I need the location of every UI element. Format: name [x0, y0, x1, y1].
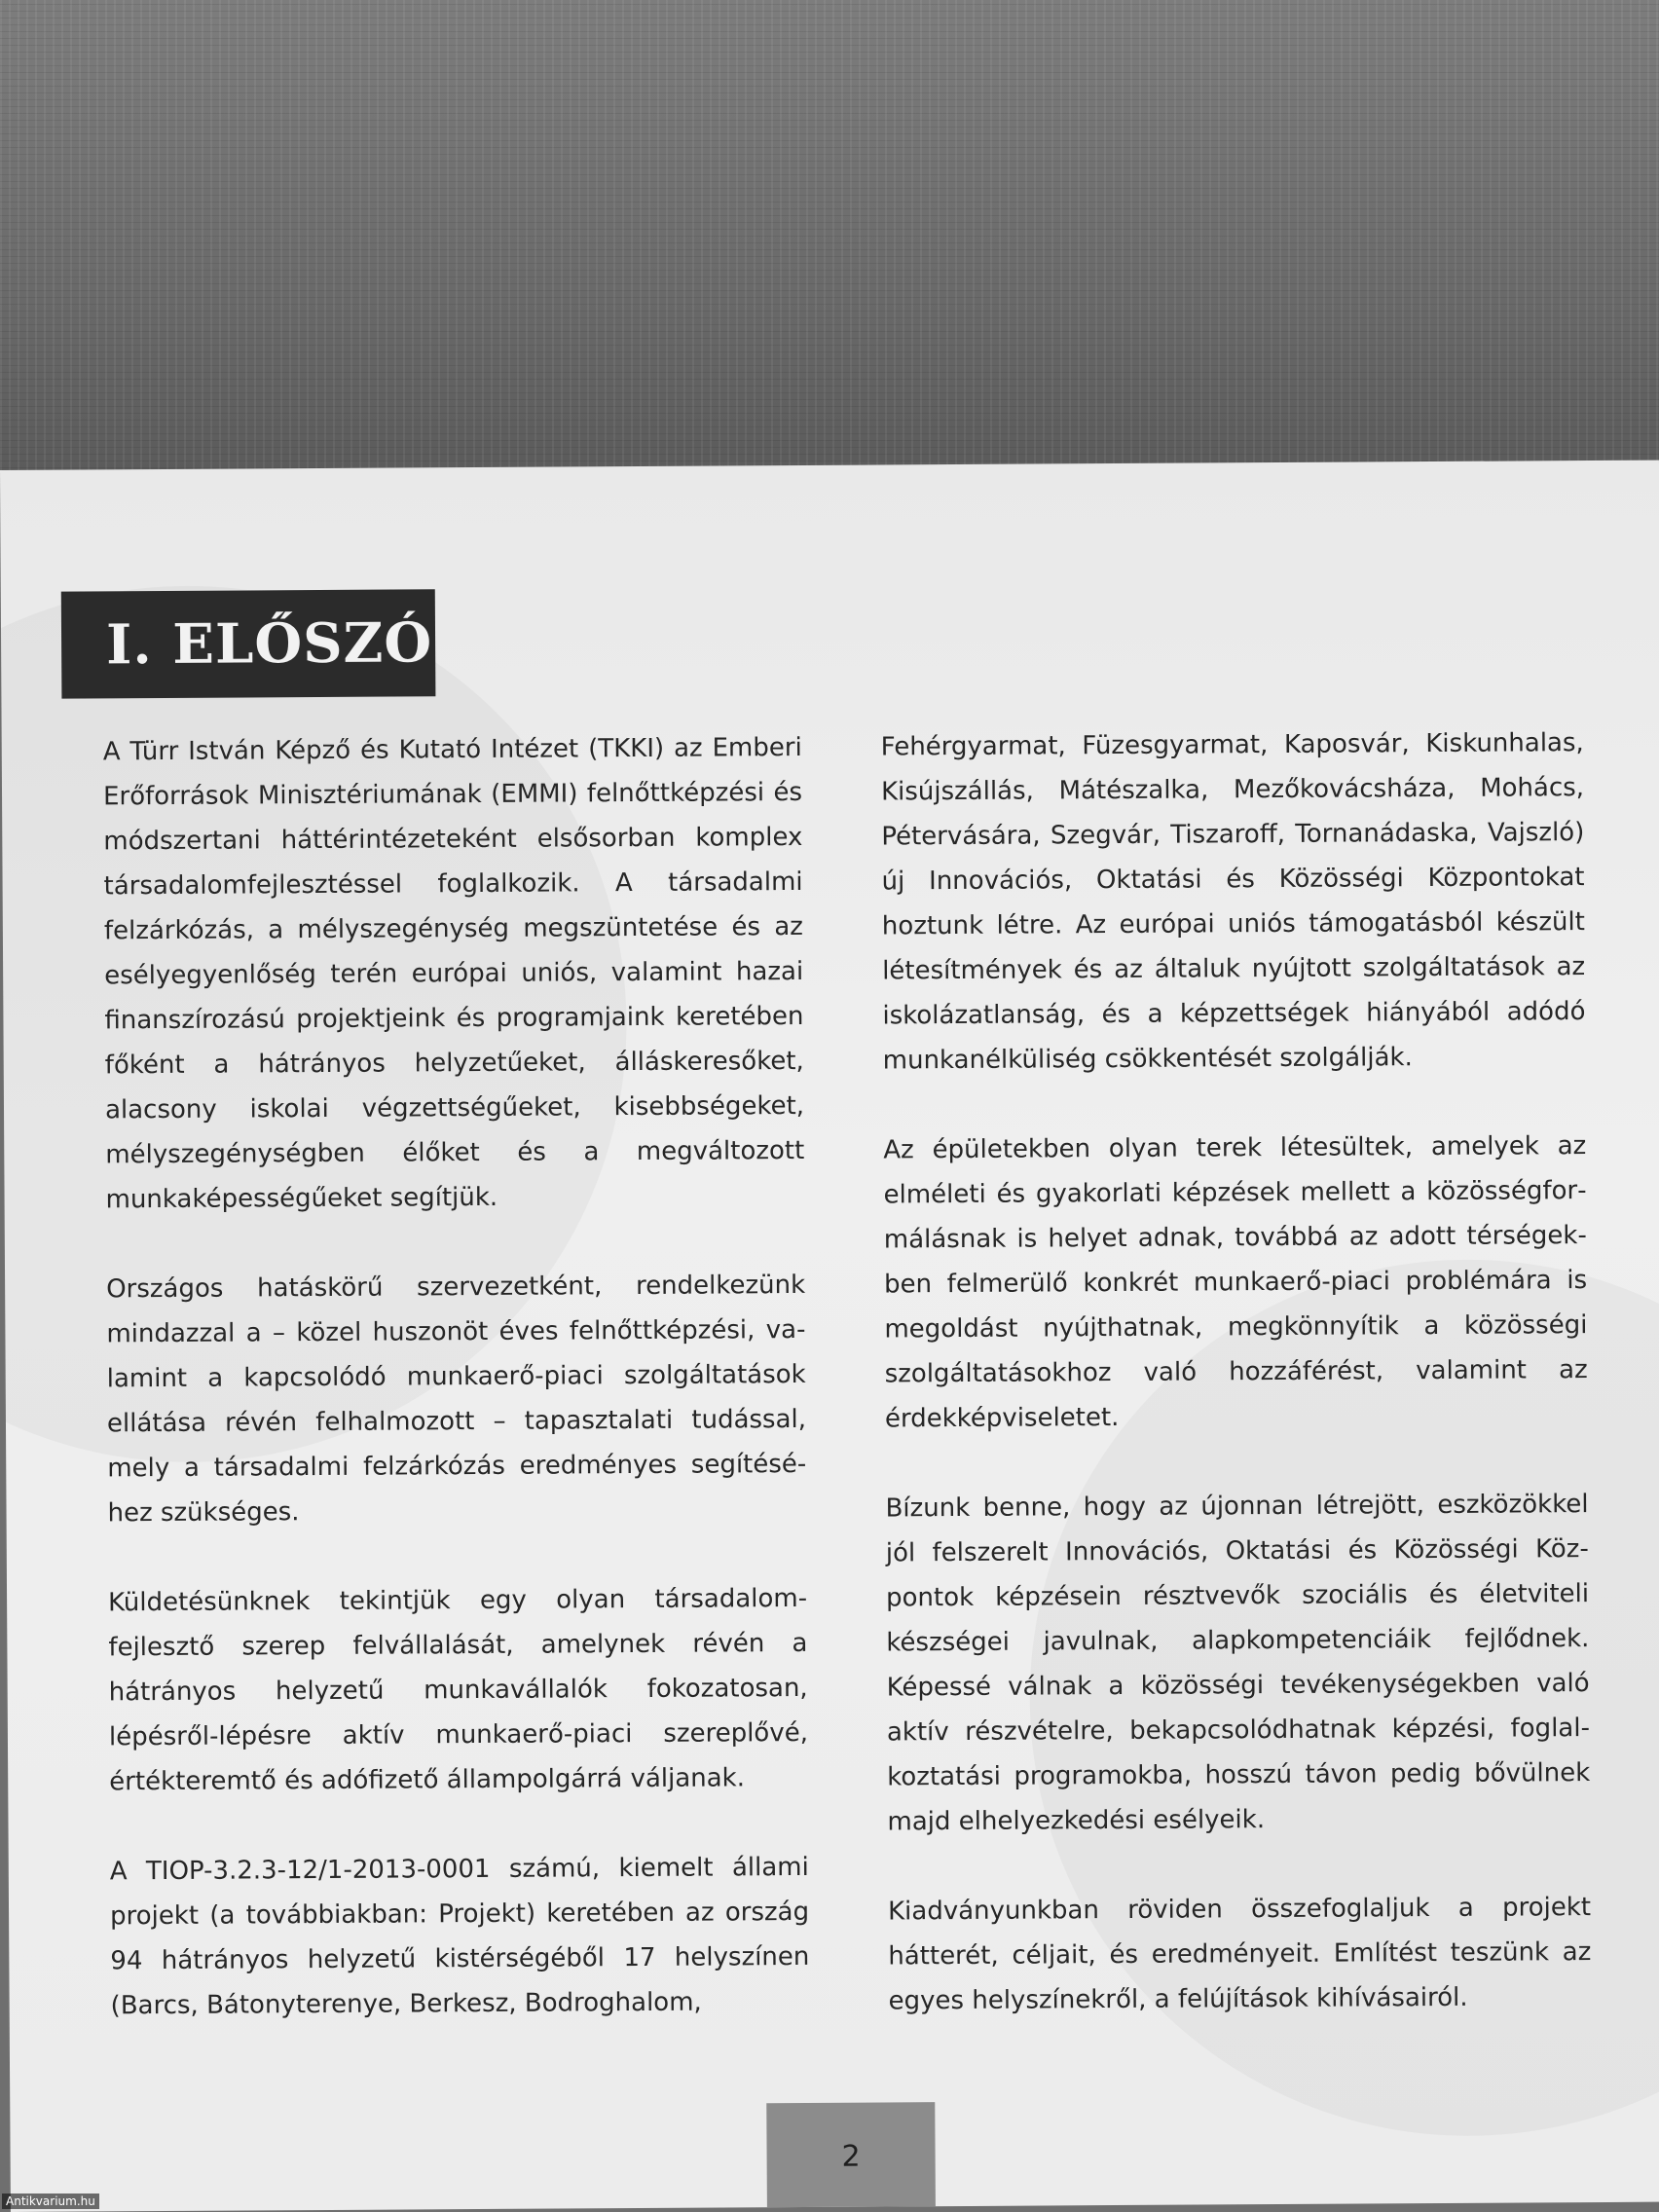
paragraph: A TIOP-3.2.3-12/1-2013-0001 számú, kiemelt állami projekt (a továbbiakban: Projekt) keretében az ország 94 hátrányos helyzetű kistérségéből 17 helyszínen (Barcs, Bátonyterenye, Berkesz, Bodroghalom, [109, 1852, 810, 2021]
paragraph: A Türr István Képző és Kutató Intézet (TKKI) az Emberi Erőforrások Minisztériumának (EMMI) felnőttképzési és módszertani háttérintézeteként elsősorban komplex társadalomfejlesztéssel foglalkozik. A társadalmi felzárkózás, a mélyszegénység megszüntetése és az esélyegyenlőség terén európai uniós, valamint hazai finanszírozású projektjeink és programjaink keretében főként a hátrányos helyzetűeket, álláskeresőket, alacsony iskolai végzettségűeket, kisebbségeket, mélyszegénységben élőket és a megváltozott munkaképességűeket segítjük. [102, 732, 805, 1215]
page-number: 2 [766, 2102, 936, 2210]
paragraph: Kiadványunkban röviden összefoglaljuk a projekt hátterét, céljait, és eredményeit. Említést teszünk az egyes helyszínekről, a felújítások kihívásairól. [887, 1893, 1592, 2016]
left-text-column [103, 725, 810, 2073]
paragraph: Az épületekben olyan terek létesültek, amelyek az elméleti és gyakorlati képzések mellett a közösségformálásnak is helyet adnak, továbbá az adott térségekben felmerülő konkrét munkaerő-piaci problémára is megoldást nyújthatnak, megkönnyítik a közösségi szolgáltatásokhoz való hozzáférést, valamint az érdekképviseletet. [883, 1131, 1588, 1434]
paragraph: Országos hatáskörű szervezetként, rendelkezünk mindazzal a – közel huszonöt éves felnőttképzési, valamint a kapcsolódó munkaerő-piaci szolgáltatások ellátása révén felhalmozott – tapasztalati tudással, mely a társadalmi felzárkózás eredményes segítéséhez szükséges. [106, 1270, 807, 1529]
paragraph: Küldetésünknek tekintjük egy olyan társadalomfejlesztő szerep felvállalását, amelynek révén a hátrányos helyzetű munkavállalók fokozatosan, lépésről-lépésre aktív munkaerő-piaci szereplővé, értékteremtő és adófizető állampolgárrá váljanak. [108, 1583, 809, 1797]
watermark-credit: Antikvarium.hu [2, 2194, 99, 2209]
paragraph: Fehérgyarmat, Füzesgyarmat, Kaposvár, Kiskunhalas, Kisújszállás, Mátészalka, Mezőkovácsháza, Mohács, Pétervására, Szegvár, Tiszaroff, Tornanádaska, Vajszló) új Innovációs, Oktatási és Közösségi Központokat hoztunk létre. Az európai uniós támogatásból készült létesítmények és az általuk nyújtott szolgáltatások az iskolázatlanság, és a képzettségek hiányából adódó munkanélküliség csökkentését szolgálják. [880, 728, 1586, 1076]
document-page [0, 461, 1659, 2212]
section-heading: I. ELŐSZÓ [61, 589, 436, 698]
paragraph: Bízunk benne, hogy az újonnan létrejött, eszközökkel jól felszerelt Innovációs, Oktatási és Közösségi Központok képzésein résztvevők szociális és életviteli készségei javulnak, alapkompetenciáik fejlődnek. Képessé válnak a közösségi tevékenységekben való aktív részvételre, bekapcsolódhatnak képzési, foglalkoztatási programokba, hosszú távon pedig bővülnek majd elhelyezkedési esélyeik. [885, 1490, 1591, 1837]
background-surface [0, 0, 1659, 482]
right-text-column [881, 720, 1592, 2068]
